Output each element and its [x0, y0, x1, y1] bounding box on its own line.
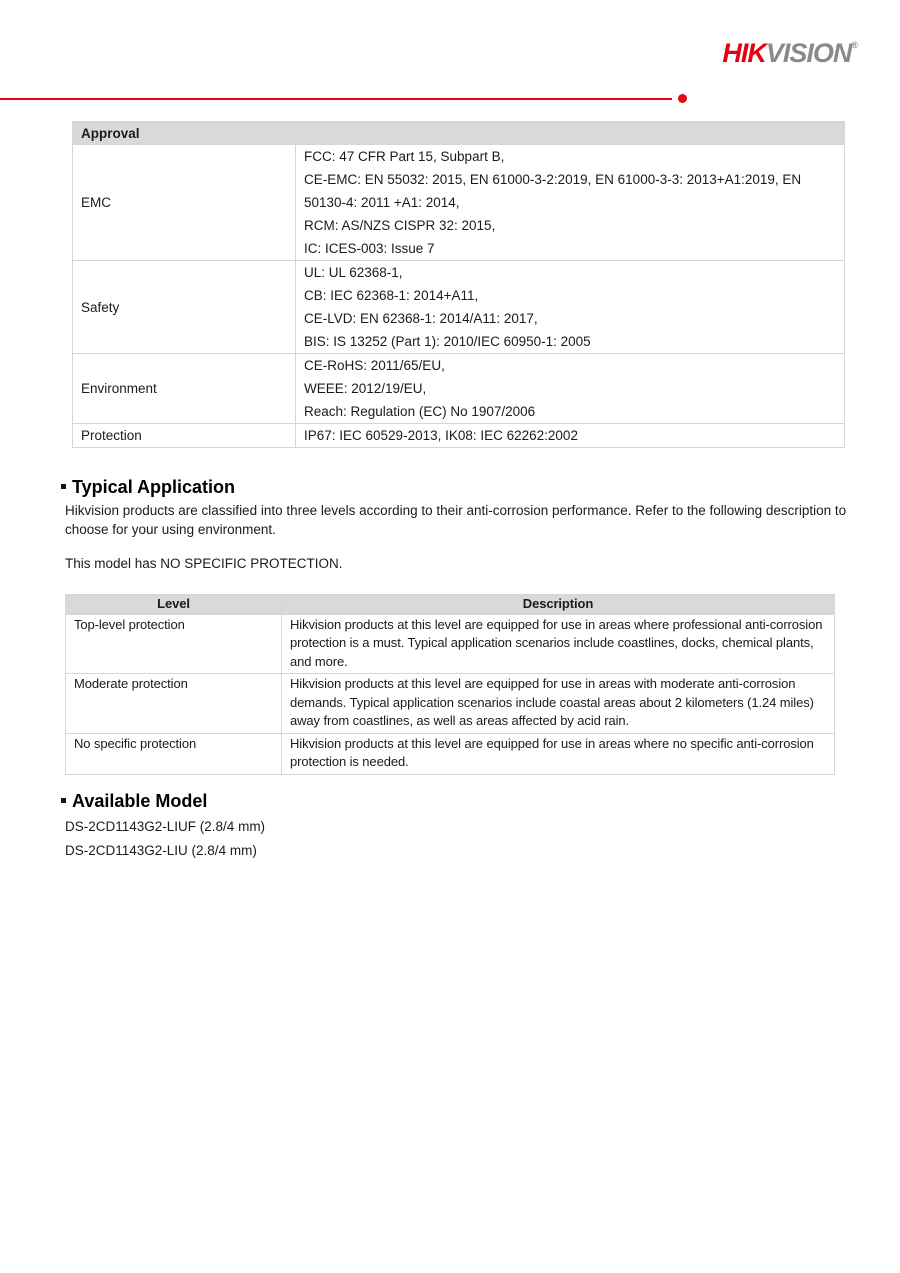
- approval-table: [72, 121, 845, 448]
- registered-mark-icon: ®: [851, 40, 858, 50]
- row-value: [296, 354, 845, 424]
- row-value: [296, 261, 845, 354]
- section-typical-application: [61, 477, 235, 498]
- column-header-level: Level: [66, 595, 282, 615]
- value-line: BIS: IS 13252 (Part 1): 2010/IEC 60950-1: 2005: [304, 334, 591, 349]
- bullet-square-icon: [61, 484, 66, 489]
- level-cell: No specific protection: [66, 733, 282, 774]
- typical-application-intro: Hikvision products are classified into three levels according to their anti-corrosion performance. Refer to the following description to choose for your using environment.: [65, 503, 847, 537]
- table-row-protection: [73, 424, 845, 448]
- level-cell: Top-level protection: [66, 614, 282, 674]
- value-line: IP67: IEC 60529-2013, IK08: IEC 62262:2002: [304, 428, 578, 443]
- table-row-safety: [73, 261, 845, 354]
- table-row-no-specific: [66, 733, 835, 774]
- table-row-emc: [73, 145, 845, 261]
- protection-note: This model has NO SPECIFIC PROTECTION.: [65, 556, 343, 571]
- row-label: Protection: [73, 424, 296, 448]
- bullet-square-icon: [61, 798, 66, 803]
- row-value: [296, 424, 845, 448]
- section-heading-text: Available Model: [72, 791, 208, 811]
- section-available-model: [61, 791, 207, 812]
- table-row-top-level: [66, 614, 835, 674]
- model-item: DS-2CD1143G2-LIU (2.8/4 mm): [65, 843, 257, 858]
- level-table-header-row: [66, 595, 835, 615]
- row-value: [296, 145, 845, 261]
- section-heading-text: Typical Application: [72, 477, 236, 497]
- value-line: Reach: Regulation (EC) No 1907/2006: [304, 404, 536, 419]
- protection-level-table: [65, 594, 835, 775]
- description-cell: Hikvision products at this level are equipped for use in areas where no specific anti-corrosion protection is needed.: [282, 733, 835, 774]
- logo-vision-text: VISION: [765, 38, 852, 68]
- description-cell: Hikvision products at this level are equipped for use in areas with moderate anti-corrosion demands. Typical application scenarios include coastal areas about 2 kilometers (1.24 miles) away from coastlines, as well as areas affected by acid rain.: [282, 674, 835, 734]
- table-row-moderate: [66, 674, 835, 734]
- column-header-description: Description: [282, 595, 835, 615]
- value-line: CB: IEC 62368-1: 2014+A11,: [304, 288, 479, 303]
- value-line: WEEE: 2012/19/EU,: [304, 381, 427, 396]
- value-line: UL: UL 62368-1,: [304, 265, 403, 280]
- approval-table-title: Approval: [73, 122, 845, 145]
- value-line: RCM: AS/NZS CISPR 32: 2015,: [304, 218, 496, 233]
- row-label: EMC: [73, 145, 296, 261]
- value-line: IC: ICES-003: Issue 7: [304, 241, 435, 256]
- rule-end-dot-icon: [678, 94, 687, 103]
- row-label: Safety: [73, 261, 296, 354]
- value-line: CE-EMC: EN 55032: 2015, EN 61000-3-2:2019, EN 61000-3-3: 2013+A1:2019, EN 50130-4: 2011 +A1: 2014,: [304, 172, 802, 210]
- logo-hik-text: HIK: [722, 38, 766, 68]
- approval-table-header-row: [73, 122, 845, 145]
- model-item: DS-2CD1143G2-LIUF (2.8/4 mm): [65, 819, 266, 834]
- value-line: FCC: 47 CFR Part 15, Subpart B,: [304, 149, 505, 164]
- value-line: CE-RoHS: 2011/65/EU,: [304, 358, 445, 373]
- table-row-environment: [73, 354, 845, 424]
- level-cell: Moderate protection: [66, 674, 282, 734]
- description-cell: Hikvision products at this level are equipped for use in areas where professional anti-corrosion protection is a must. Typical application scenarios include coastlines, docks, chemical plants, and more.: [282, 614, 835, 674]
- value-line: CE-LVD: EN 62368-1: 2014/A11: 2017,: [304, 311, 538, 326]
- hikvision-logo: [722, 38, 858, 69]
- model-list: [65, 815, 265, 863]
- row-label: Environment: [73, 354, 296, 424]
- header-rule: [0, 98, 672, 100]
